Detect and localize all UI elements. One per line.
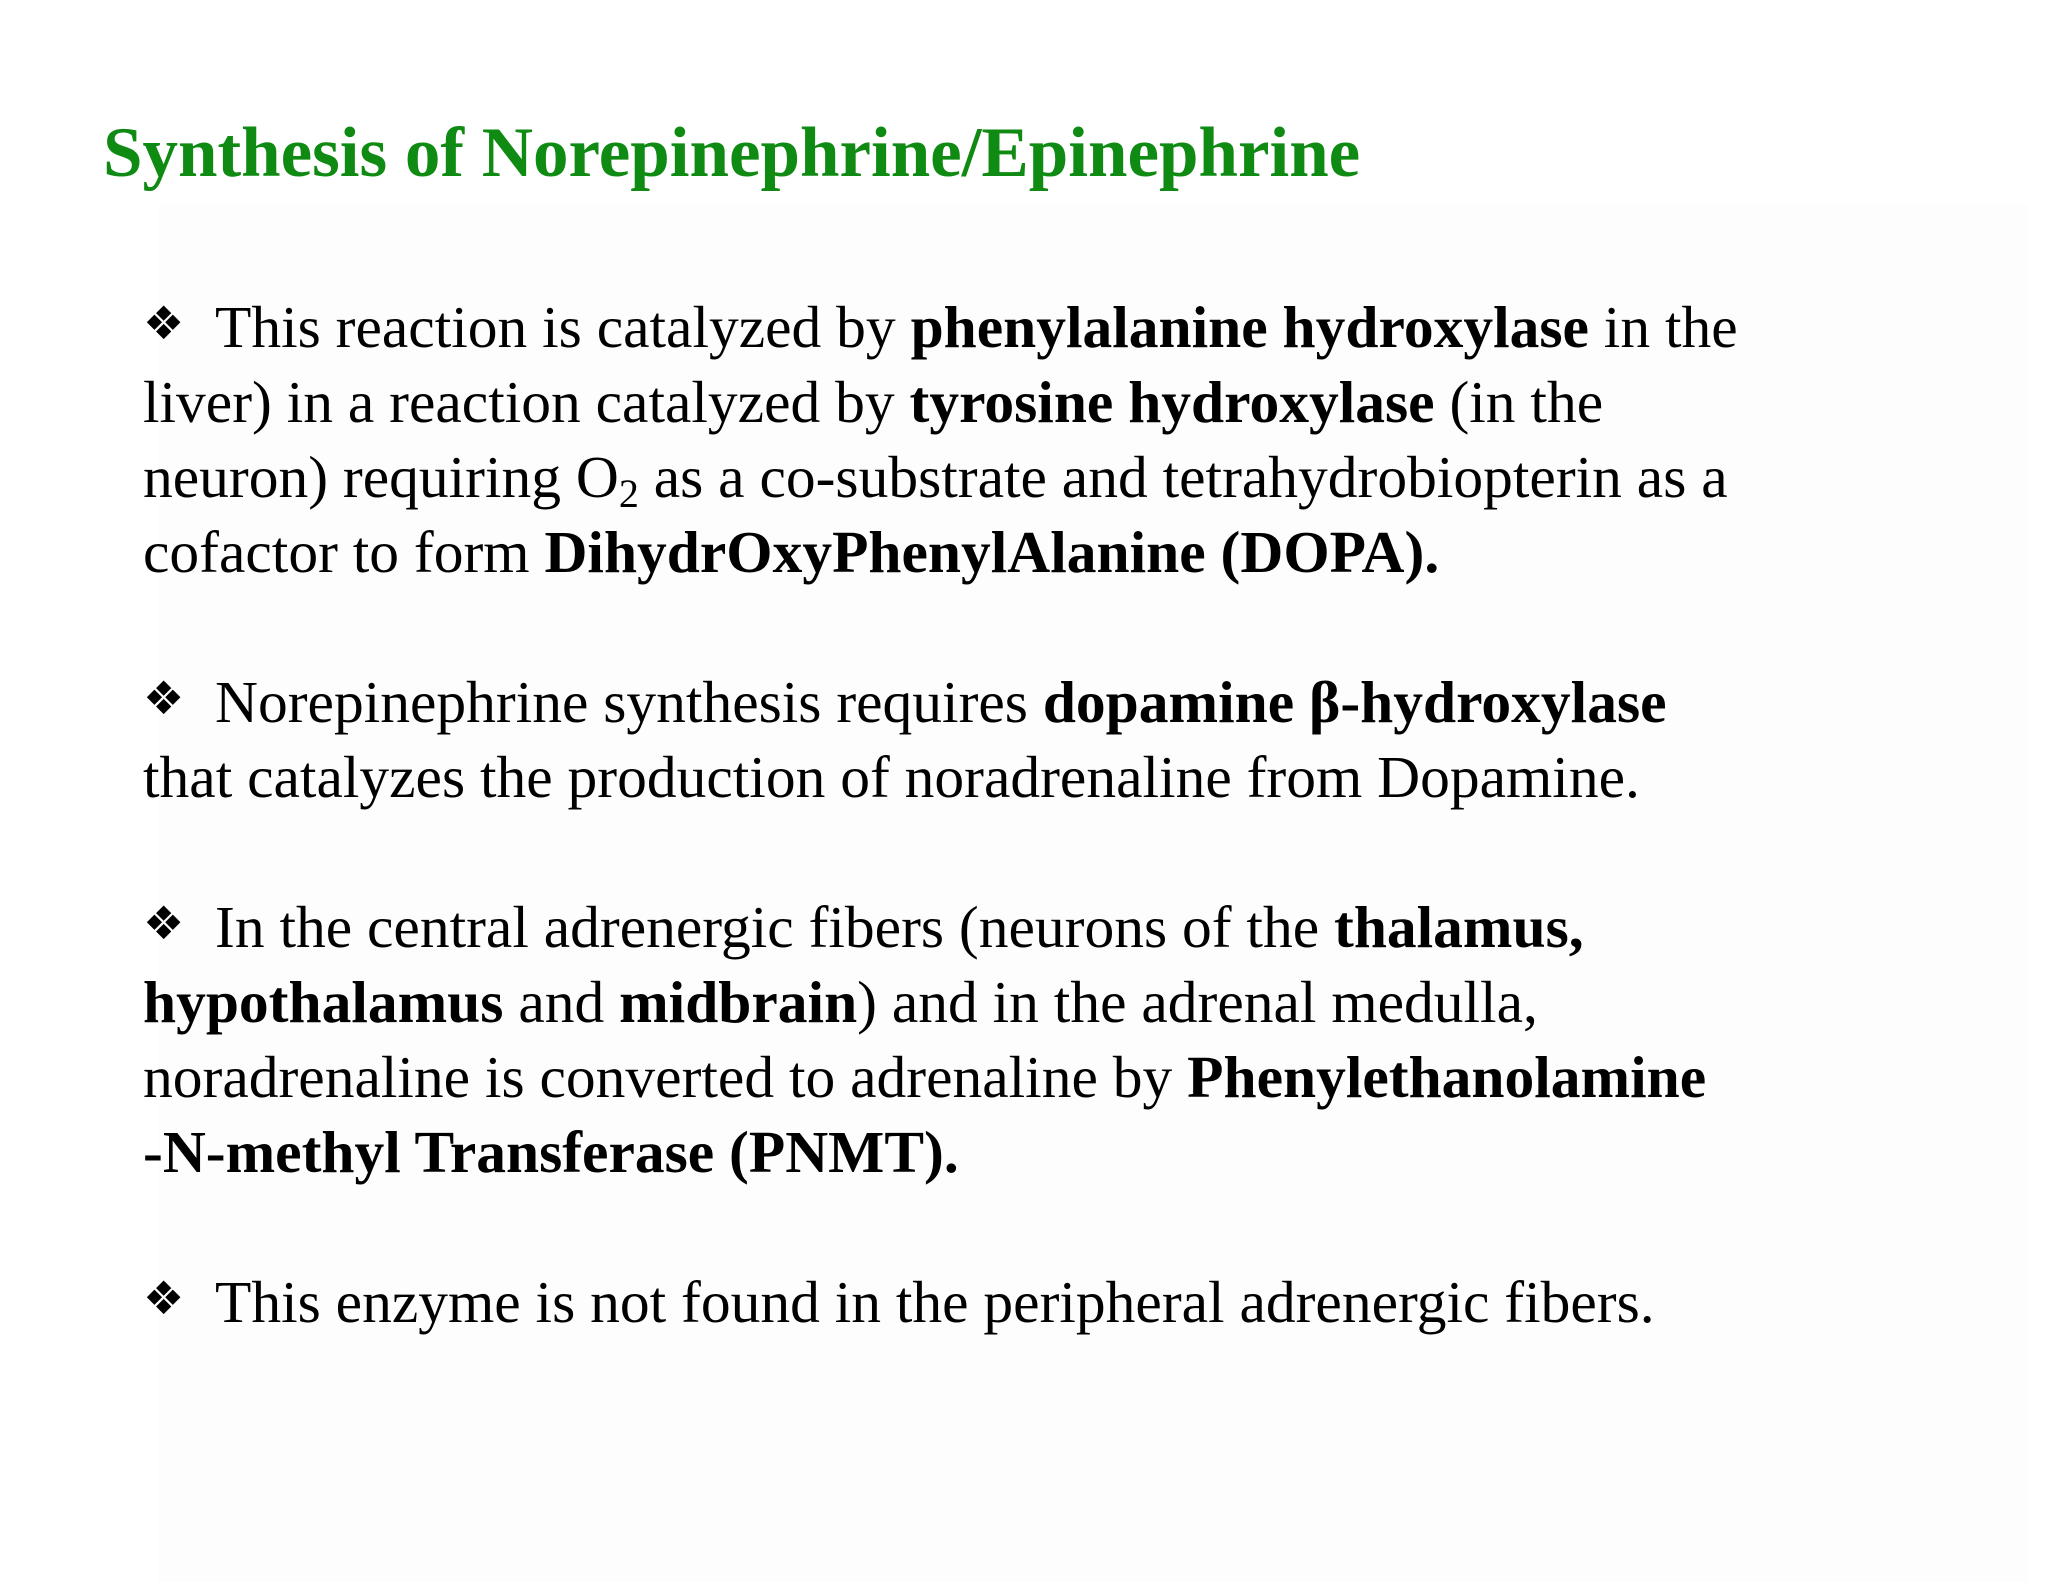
term-phenylalanine-hydroxylase: phenylalanine hydroxylase (910, 294, 1589, 360)
line (143, 740, 1843, 815)
text: This enzyme is not found in the peripheral adrenergic fibers. (215, 1269, 1655, 1335)
text: Norepinephrine synthesis requires (215, 669, 1043, 735)
line (143, 1040, 1843, 1115)
line (143, 365, 1843, 440)
line (143, 965, 1843, 1040)
text: noradrenaline is converted to adrenaline by (143, 1044, 1188, 1110)
term-dopamine-beta-hydroxylase: dopamine β-hydroxylase (1042, 669, 1667, 735)
slide-body (143, 290, 1843, 1340)
line (143, 440, 1843, 515)
line (143, 290, 1843, 365)
term-thalamus: thalamus, (1334, 894, 1584, 960)
term-pnmt: -N-methyl Transferase (PNMT). (143, 1119, 959, 1185)
bullet-paragraph-4 (143, 1265, 1843, 1340)
line (143, 890, 1843, 965)
text: as a co-substrate and tetrahydrobiopterin as a (638, 444, 1728, 510)
text: cofactor to form (143, 519, 545, 585)
text: that catalyzes the production of noradrenaline from Dopamine. (143, 744, 1640, 810)
text: ) and in the adrenal medulla, (857, 969, 1538, 1035)
text: neuron) requiring O (143, 444, 619, 510)
diamond-bullet-icon: ❖ (143, 296, 185, 350)
term-hypothalamus: hypothalamus (143, 969, 504, 1035)
text: (in the (1434, 369, 1604, 435)
term-tyrosine-hydroxylase: tyrosine hydroxylase (909, 369, 1435, 435)
text: in the (1588, 294, 1738, 360)
term-dopa: DihydrOxyPhenylAlanine (DOPA). (544, 519, 1440, 585)
diamond-bullet-icon: ❖ (143, 896, 185, 950)
text: In the central adrenergic fibers (neurons of the (215, 894, 1334, 960)
slide-title: Synthesis of Norepinephrine/Epinephrine (103, 114, 1361, 192)
line (143, 515, 1843, 590)
line (143, 1115, 1843, 1190)
subscript: 2 (618, 471, 639, 516)
bullet-paragraph-1 (143, 290, 1843, 590)
text: This reaction is catalyzed by (215, 294, 911, 360)
bullet-paragraph-2 (143, 665, 1843, 815)
diamond-bullet-icon: ❖ (143, 1271, 185, 1325)
text: liver) in a reaction catalyzed by (143, 369, 910, 435)
term-phenylethanolamine: Phenylethanolamine (1187, 1044, 1707, 1110)
diamond-bullet-icon: ❖ (143, 671, 185, 725)
term-midbrain: midbrain (619, 969, 858, 1035)
bullet-paragraph-3 (143, 890, 1843, 1190)
text: and (503, 969, 620, 1035)
line (143, 1265, 1843, 1340)
line (143, 665, 1843, 740)
